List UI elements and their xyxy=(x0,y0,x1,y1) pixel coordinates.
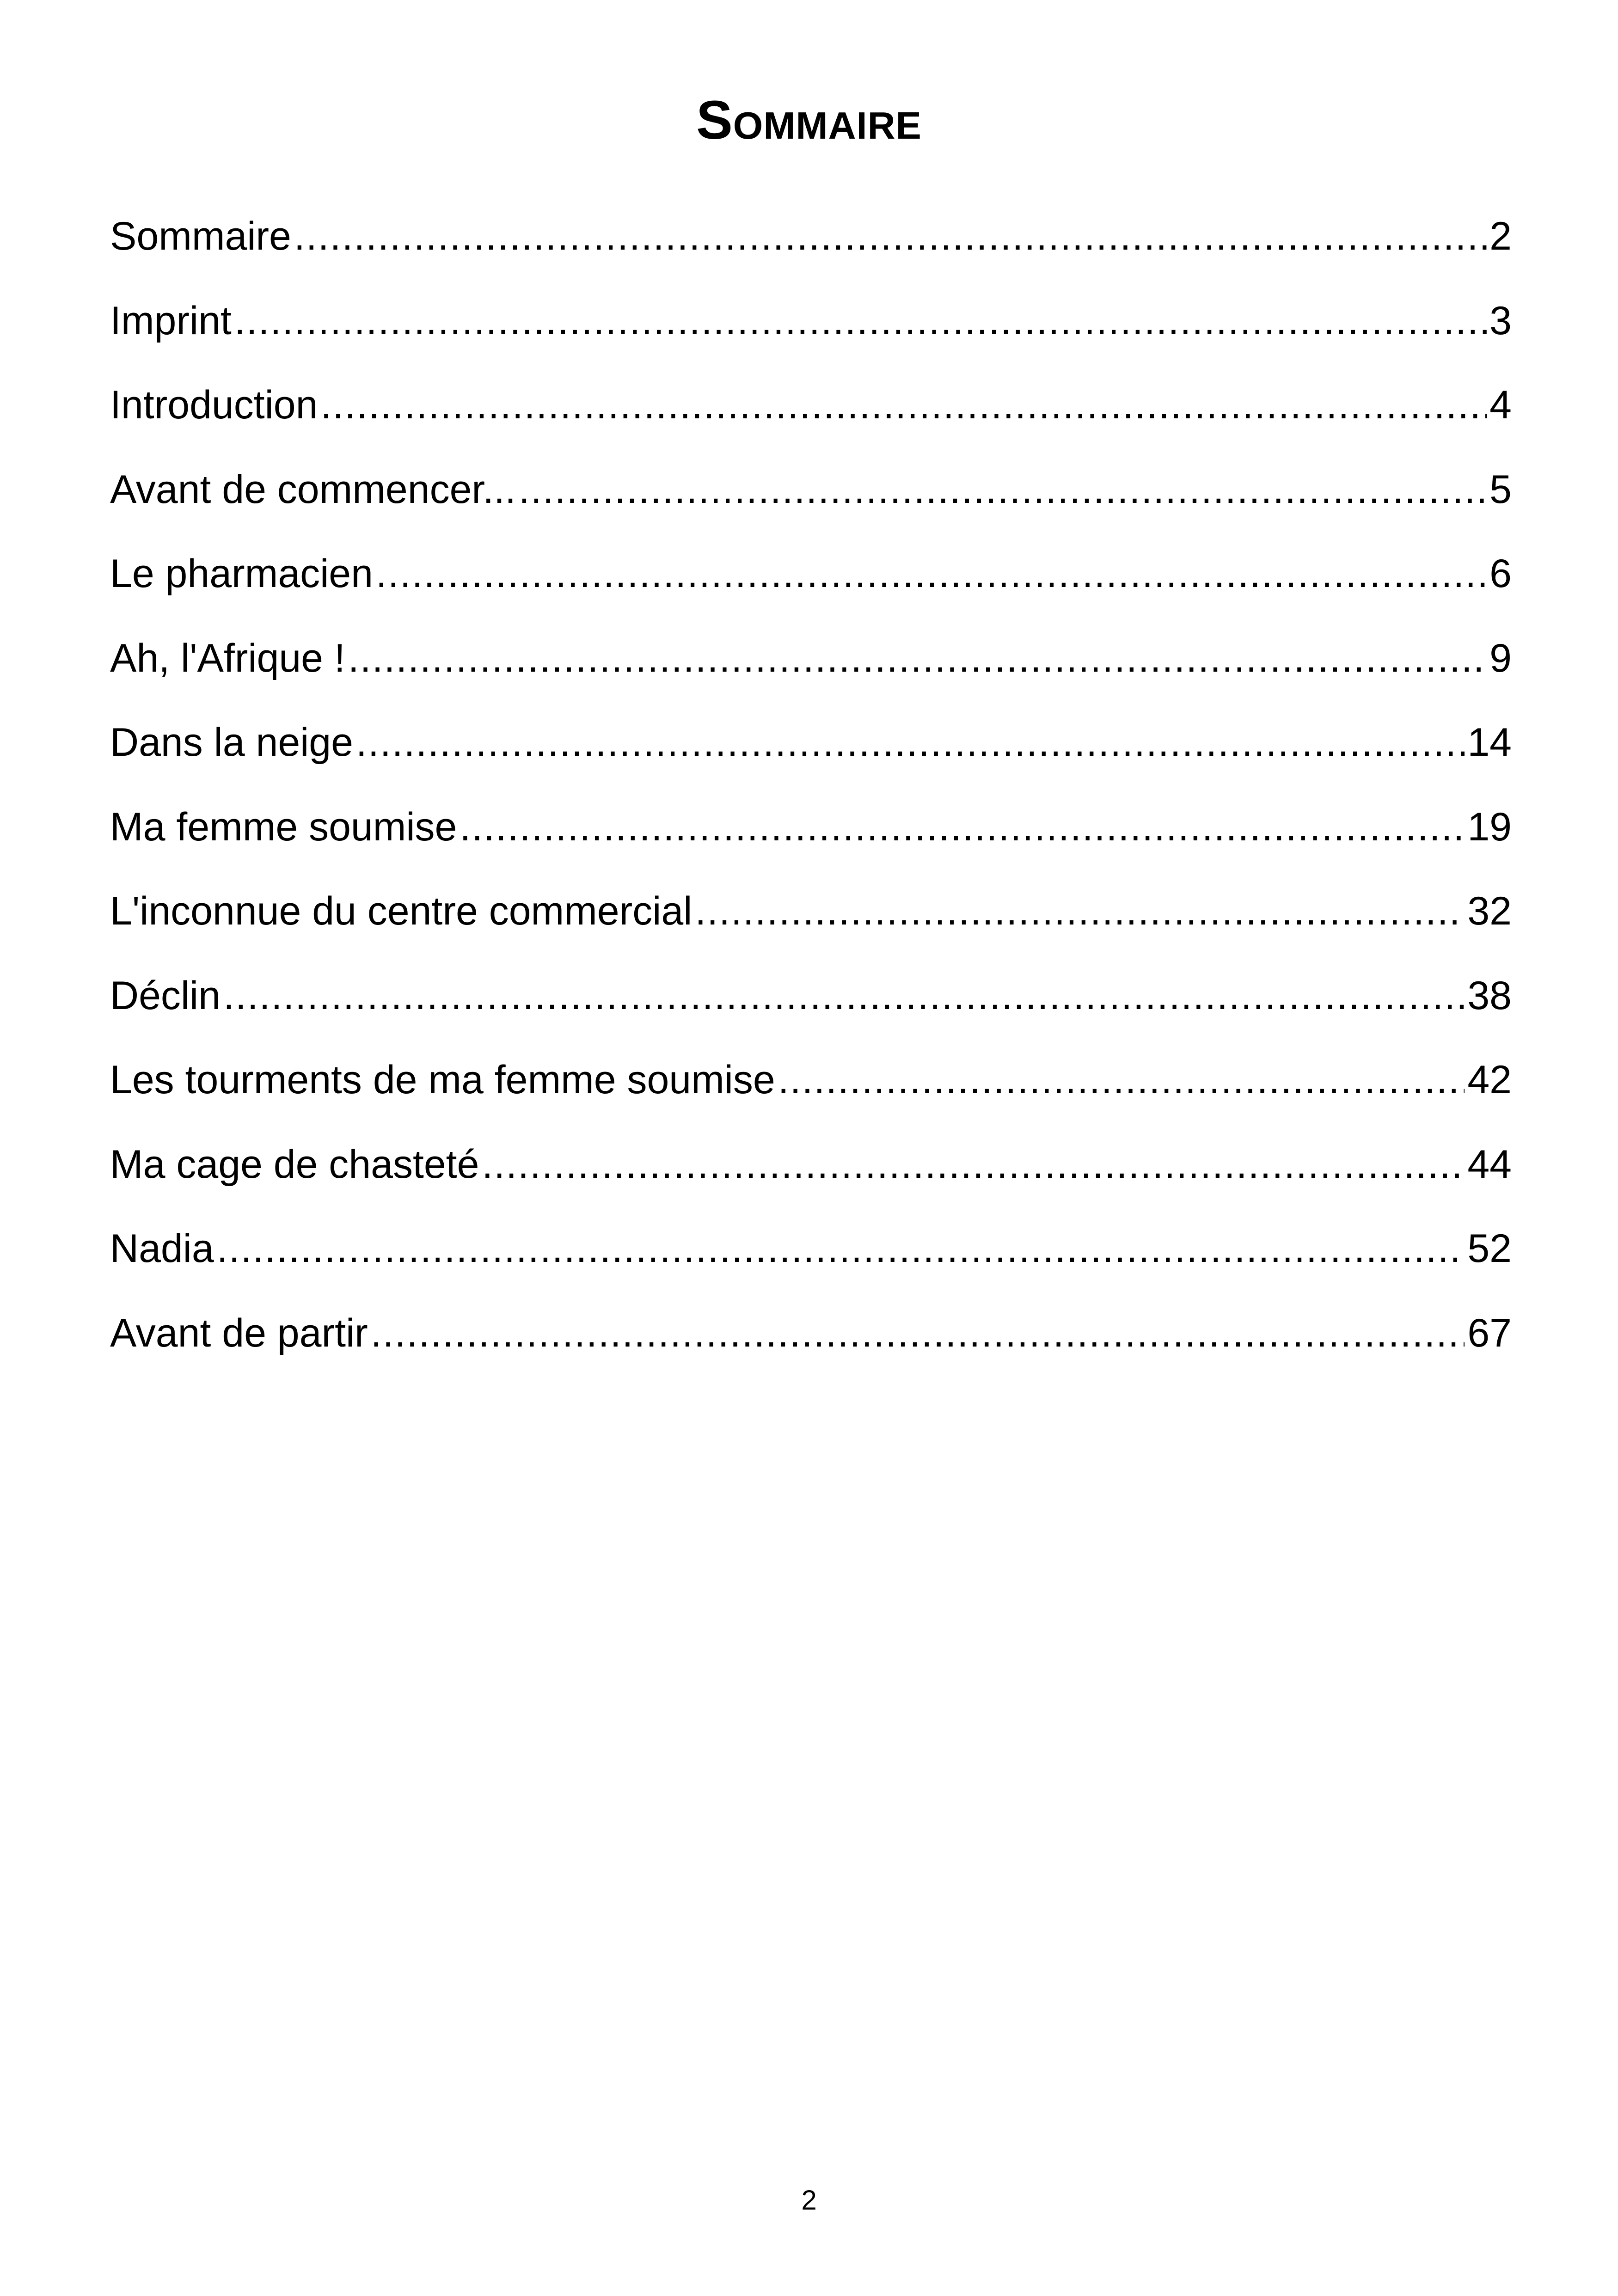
toc-entry-label: Ma femme soumise xyxy=(110,804,457,849)
toc-dot-leader xyxy=(217,1206,1465,1291)
toc-entry[interactable] xyxy=(110,785,1512,869)
toc-entry-label: Avant de commencer... xyxy=(110,467,516,512)
toc-entry-page: 9 xyxy=(1489,636,1512,680)
toc-entry-label: L'inconnue du centre commercial xyxy=(110,889,693,933)
toc-entry-label: Nadia xyxy=(110,1226,214,1271)
toc-entry[interactable] xyxy=(110,869,1512,954)
toc-dot-leader xyxy=(320,363,1487,447)
toc-dot-leader xyxy=(234,279,1487,363)
toc-entry-page: 3 xyxy=(1489,298,1512,343)
page-number: 2 xyxy=(801,2185,817,2216)
toc-entry-label: Introduction xyxy=(110,383,318,427)
toc-entry-label: Ma cage de chasteté xyxy=(110,1142,479,1187)
toc-dot-leader xyxy=(371,1291,1465,1376)
toc-entry[interactable] xyxy=(110,532,1512,616)
toc-entry[interactable] xyxy=(110,954,1512,1038)
toc-entry-label: Avant de partir xyxy=(110,1310,368,1355)
toc-entry-label: Le pharmacien xyxy=(110,551,373,596)
toc-entry-page: 52 xyxy=(1467,1226,1512,1271)
toc-dot-leader xyxy=(519,447,1487,532)
toc-entry-label: Sommaire xyxy=(110,214,291,258)
page-title: Sommaire xyxy=(696,90,922,151)
toc-dot-leader xyxy=(348,616,1487,701)
toc-dot-leader xyxy=(460,785,1465,869)
toc-entry-label: Ah, l'Afrique ! xyxy=(110,636,345,680)
toc-entry-page: 42 xyxy=(1467,1058,1512,1102)
toc-entry[interactable] xyxy=(110,700,1512,785)
toc-entry-page: 19 xyxy=(1467,804,1512,849)
toc-entry-label: Dans la neige xyxy=(110,720,353,765)
toc-entry-page: 2 xyxy=(1489,214,1512,258)
toc-dot-leader xyxy=(294,194,1487,279)
toc-entry[interactable] xyxy=(110,1206,1512,1291)
toc-entry-page: 44 xyxy=(1467,1142,1512,1187)
toc-entry-label: Imprint xyxy=(110,298,232,343)
toc-dot-leader xyxy=(356,700,1465,785)
toc-entry-page: 14 xyxy=(1467,720,1512,765)
toc-entry-label: Les tourments de ma femme soumise xyxy=(110,1058,775,1102)
toc-dot-leader xyxy=(376,532,1487,616)
toc-entry-page: 32 xyxy=(1467,889,1512,933)
toc-dot-leader xyxy=(695,869,1465,954)
toc-entry-label: Déclin xyxy=(110,973,221,1018)
table-of-contents xyxy=(110,194,1512,1375)
toc-entry[interactable] xyxy=(110,363,1512,447)
toc-entry[interactable] xyxy=(110,194,1512,279)
toc-entry[interactable] xyxy=(110,279,1512,363)
toc-entry[interactable] xyxy=(110,447,1512,532)
toc-dot-leader xyxy=(223,954,1465,1038)
toc-entry[interactable] xyxy=(110,1122,1512,1207)
toc-entry-page: 67 xyxy=(1467,1310,1512,1355)
toc-entry[interactable] xyxy=(110,1291,1512,1376)
toc-entry[interactable] xyxy=(110,616,1512,701)
toc-entry-page: 5 xyxy=(1489,467,1512,512)
toc-dot-leader xyxy=(482,1122,1465,1207)
toc-entry-page: 38 xyxy=(1467,973,1512,1018)
toc-entry[interactable] xyxy=(110,1038,1512,1122)
toc-dot-leader xyxy=(778,1038,1465,1122)
toc-entry-page: 6 xyxy=(1489,551,1512,596)
toc-entry-page: 4 xyxy=(1489,383,1512,427)
